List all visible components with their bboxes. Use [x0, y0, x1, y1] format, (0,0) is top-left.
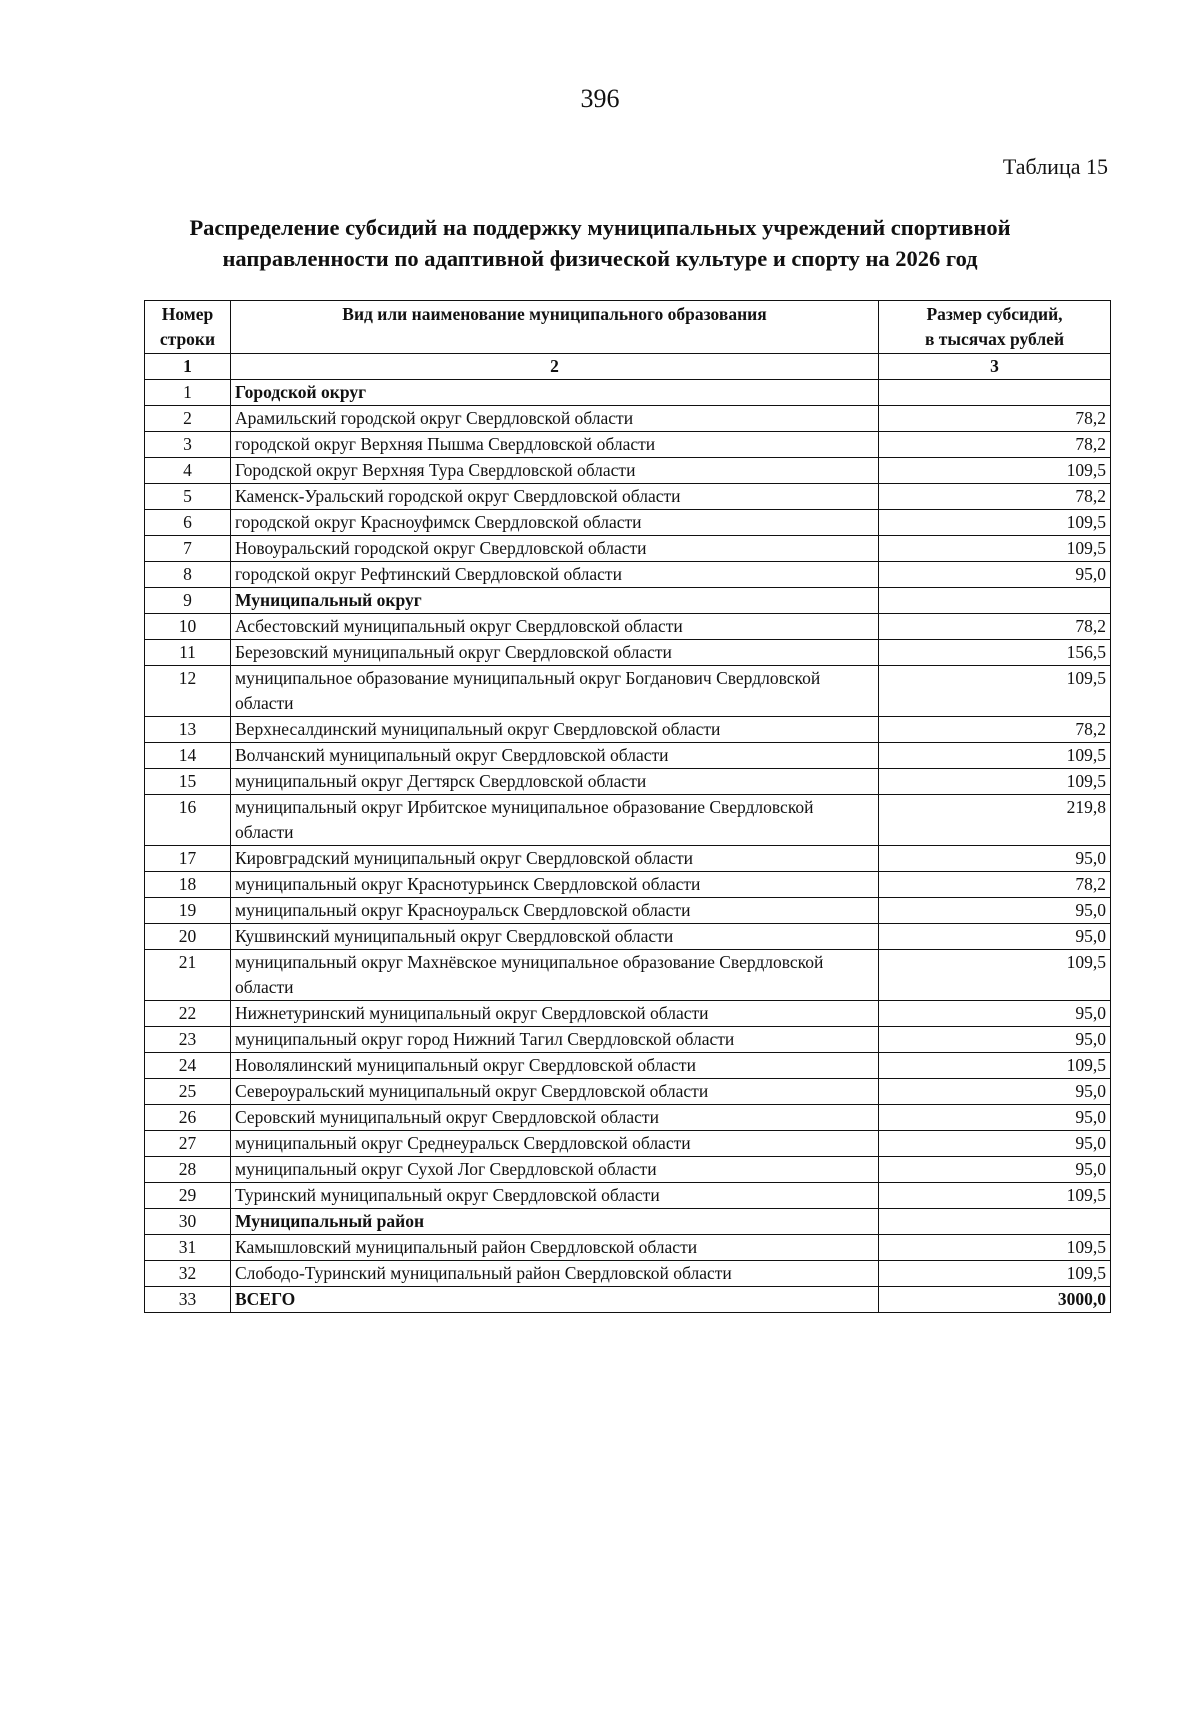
header-row-number-line1: Номер [161, 304, 214, 324]
municipality-name: Североуральский муниципальный округ Свердловской области [231, 1079, 879, 1105]
row-number: 25 [145, 1079, 231, 1105]
column-index: 2 [231, 354, 879, 380]
row-number: 13 [145, 717, 231, 743]
municipality-name: муниципальный округ Дегтярск Свердловской области [231, 769, 879, 795]
header-municipality: Вид или наименование муниципального образования [231, 301, 879, 354]
row-number: 14 [145, 743, 231, 769]
row-number: 9 [145, 588, 231, 614]
table-row [145, 1001, 1111, 1027]
subsidy-amount: 78,2 [879, 484, 1111, 510]
subsidy-amount: 95,0 [879, 1105, 1111, 1131]
subsidy-amount: 109,5 [879, 1235, 1111, 1261]
table-row [145, 924, 1111, 950]
row-number: 18 [145, 872, 231, 898]
subsidy-amount: 95,0 [879, 1079, 1111, 1105]
municipality-name: Кушвинский муниципальный округ Свердловской области [231, 924, 879, 950]
document-title [100, 212, 1100, 274]
table-row [145, 432, 1111, 458]
row-number: 4 [145, 458, 231, 484]
row-number: 22 [145, 1001, 231, 1027]
subsidy-amount: 78,2 [879, 872, 1111, 898]
table-row [145, 1261, 1111, 1287]
subsidy-amount: 95,0 [879, 562, 1111, 588]
municipality-name: Слободо-Туринский муниципальный район Свердловской области [231, 1261, 879, 1287]
row-number: 2 [145, 406, 231, 432]
row-number: 8 [145, 562, 231, 588]
subsidy-amount [879, 1209, 1111, 1235]
municipality-name: Нижнетуринский муниципальный округ Свердловской области [231, 1001, 879, 1027]
subsidy-amount: 95,0 [879, 898, 1111, 924]
municipality-name: Асбестовский муниципальный округ Свердловской области [231, 614, 879, 640]
subsidy-amount: 78,2 [879, 406, 1111, 432]
title-line: Распределение субсидий на поддержку муниципальных учреждений спортивной [189, 215, 1011, 240]
subsidy-amount: 109,5 [879, 1261, 1111, 1287]
table-row [145, 458, 1111, 484]
subsidy-amount: 95,0 [879, 1131, 1111, 1157]
table-row [145, 536, 1111, 562]
row-number: 3 [145, 432, 231, 458]
subsidy-amount: 109,5 [879, 1183, 1111, 1209]
municipality-name: муниципальный округ Краснотурьинск Свердловской области [231, 872, 879, 898]
header-subsidy-amount [879, 301, 1111, 354]
table-row [145, 846, 1111, 872]
table-row [145, 898, 1111, 924]
total-row [145, 1287, 1111, 1313]
subsidy-amount [879, 380, 1111, 406]
table-row [145, 872, 1111, 898]
row-number: 33 [145, 1287, 231, 1313]
subsidy-amount: 109,5 [879, 536, 1111, 562]
subsidy-amount: 109,5 [879, 1053, 1111, 1079]
subsidy-amount: 109,5 [879, 769, 1111, 795]
subsidy-amount: 109,5 [879, 458, 1111, 484]
subsidy-amount [879, 588, 1111, 614]
row-number: 24 [145, 1053, 231, 1079]
subsidy-amount: 95,0 [879, 924, 1111, 950]
municipality-name: муниципальный округ Среднеуральск Свердловской области [231, 1131, 879, 1157]
column-index: 3 [879, 354, 1111, 380]
row-number: 12 [145, 666, 231, 717]
subsidy-amount: 109,5 [879, 666, 1111, 717]
municipality-name: городской округ Рефтинский Свердловской области [231, 562, 879, 588]
municipality-name: Туринский муниципальный округ Свердловской области [231, 1183, 879, 1209]
row-number: 7 [145, 536, 231, 562]
group-header-row [145, 1209, 1111, 1235]
table-row [145, 1183, 1111, 1209]
municipality-name: Новоуральский городской округ Свердловской области [231, 536, 879, 562]
table-row [145, 640, 1111, 666]
row-number: 30 [145, 1209, 231, 1235]
municipality-name: Городской округ [231, 380, 879, 406]
row-number: 17 [145, 846, 231, 872]
municipality-name: Верхнесалдинский муниципальный округ Свердловской области [231, 717, 879, 743]
subsidy-amount: 109,5 [879, 510, 1111, 536]
row-number: 1 [145, 380, 231, 406]
row-number: 23 [145, 1027, 231, 1053]
title-line: направленности по адаптивной физической культуре и спорту на 2026 год [222, 246, 978, 271]
municipality-name: Волчанский муниципальный округ Свердловской области [231, 743, 879, 769]
table-row [145, 950, 1111, 1001]
municipality-name: Городской округ Верхняя Тура Свердловской области [231, 458, 879, 484]
row-number: 11 [145, 640, 231, 666]
municipality-name: городской округ Верхняя Пышма Свердловской области [231, 432, 879, 458]
municipality-name: муниципальный округ Ирбитское муниципальное образование Свердловской области [231, 795, 879, 846]
subsidy-distribution-table [144, 300, 1111, 1313]
municipality-name: муниципальный округ город Нижний Тагил Свердловской области [231, 1027, 879, 1053]
municipality-name: муниципальное образование муниципальный округ Богданович Свердловской области [231, 666, 879, 717]
table-row [145, 614, 1111, 640]
subsidy-amount: 3000,0 [879, 1287, 1111, 1313]
row-number: 15 [145, 769, 231, 795]
municipality-name: Муниципальный район [231, 1209, 879, 1235]
municipality-name: Муниципальный округ [231, 588, 879, 614]
municipality-name: Камышловский муниципальный район Свердловской области [231, 1235, 879, 1261]
row-number: 28 [145, 1157, 231, 1183]
municipality-name: ВСЕГО [231, 1287, 879, 1313]
table-row [145, 510, 1111, 536]
municipality-name: Каменск-Уральский городской округ Свердловской области [231, 484, 879, 510]
header-subsidy-line1: Размер субсидий, [926, 304, 1063, 324]
row-number: 5 [145, 484, 231, 510]
group-header-row [145, 588, 1111, 614]
row-number: 29 [145, 1183, 231, 1209]
subsidy-amount: 219,8 [879, 795, 1111, 846]
table-row [145, 1053, 1111, 1079]
row-number: 6 [145, 510, 231, 536]
table-row [145, 1027, 1111, 1053]
table-label: Таблица 15 [1002, 154, 1108, 179]
subsidy-amount: 109,5 [879, 743, 1111, 769]
table-row [145, 406, 1111, 432]
group-header-row [145, 380, 1111, 406]
page-number: 396 [580, 84, 620, 113]
row-number: 21 [145, 950, 231, 1001]
subsidy-amount: 95,0 [879, 1027, 1111, 1053]
row-number: 19 [145, 898, 231, 924]
row-number: 10 [145, 614, 231, 640]
table-row [145, 562, 1111, 588]
subsidy-amount: 78,2 [879, 432, 1111, 458]
row-number: 32 [145, 1261, 231, 1287]
column-index: 1 [145, 354, 231, 380]
row-number: 31 [145, 1235, 231, 1261]
subsidy-amount: 95,0 [879, 1001, 1111, 1027]
municipality-name: муниципальный округ Сухой Лог Свердловской области [231, 1157, 879, 1183]
table-row [145, 1105, 1111, 1131]
table-row [145, 1235, 1111, 1261]
municipality-name: Березовский муниципальный округ Свердловской области [231, 640, 879, 666]
column-index-row [145, 354, 1111, 380]
subsidy-amount: 78,2 [879, 614, 1111, 640]
subsidy-amount: 156,5 [879, 640, 1111, 666]
municipality-name: муниципальный округ Красноуральск Свердловской области [231, 898, 879, 924]
table-row [145, 769, 1111, 795]
subsidy-amount: 95,0 [879, 846, 1111, 872]
table-row [145, 743, 1111, 769]
subsidy-amount: 109,5 [879, 950, 1111, 1001]
municipality-name: Арамильский городской округ Свердловской области [231, 406, 879, 432]
header-row-number [145, 301, 231, 354]
row-number: 26 [145, 1105, 231, 1131]
header-row-number-line2: строки [159, 329, 216, 349]
row-number: 27 [145, 1131, 231, 1157]
header-row [145, 301, 1111, 354]
header-subsidy-line2: в тысячах рублей [924, 329, 1065, 349]
municipality-name: муниципальный округ Махнёвское муниципальное образование Свердловской области [231, 950, 879, 1001]
table-row [145, 1157, 1111, 1183]
municipality-name: Серовский муниципальный округ Свердловской области [231, 1105, 879, 1131]
municipality-name: Новолялинский муниципальный округ Свердловской области [231, 1053, 879, 1079]
row-number: 16 [145, 795, 231, 846]
municipality-name: Кировградский муниципальный округ Свердловской области [231, 846, 879, 872]
table-body [145, 380, 1111, 1313]
table-row [145, 666, 1111, 717]
table-row [145, 1131, 1111, 1157]
table-row [145, 717, 1111, 743]
subsidy-amount: 95,0 [879, 1157, 1111, 1183]
municipality-name: городской округ Красноуфимск Свердловской области [231, 510, 879, 536]
table-row [145, 484, 1111, 510]
table-row [145, 795, 1111, 846]
subsidy-amount: 78,2 [879, 717, 1111, 743]
table-row [145, 1079, 1111, 1105]
row-number: 20 [145, 924, 231, 950]
